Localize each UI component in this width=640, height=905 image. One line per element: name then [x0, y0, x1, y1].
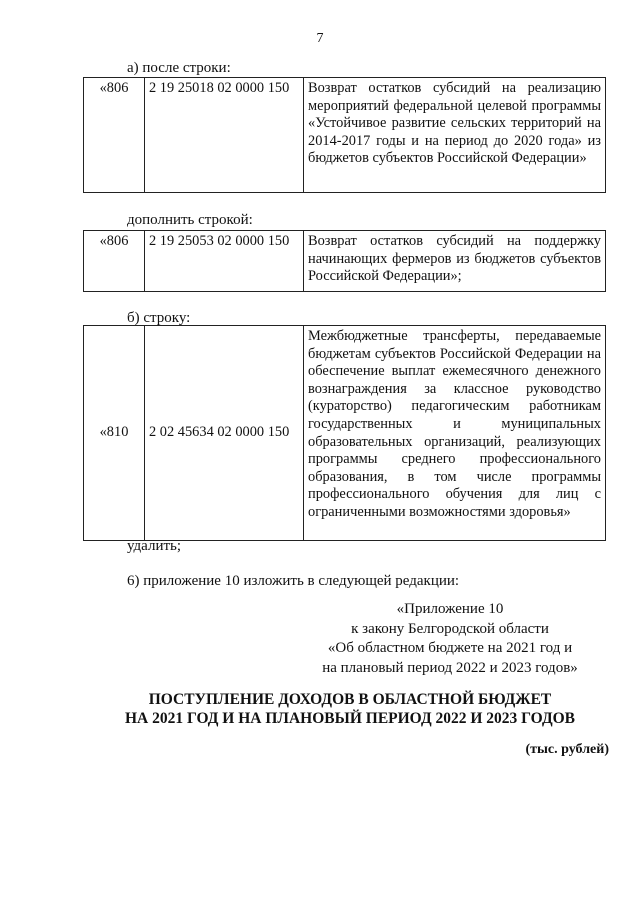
section-a-lead: а) после строки:: [127, 60, 231, 76]
appendix-line-3: «Об областном бюджете на 2021 год и: [327, 640, 573, 656]
income-description-cell: Возврат остатков субсидий на реализацию мероприятий федеральной целевой программы «Устойчивое развитие сельских территорий на 2014-2017 годы и на период до 2020 года» из бюджетов субъектов Российской Федерации»: [304, 78, 606, 193]
kbk-code-cell: 2 19 25053 02 0000 150: [145, 231, 304, 292]
appendix-reference: [300, 600, 600, 678]
table-row: [84, 326, 606, 541]
income-description-cell: Возврат остатков субсидий на поддержку начинающих фермеров из бюджетов субъектов Российской Федерации»;: [304, 231, 606, 292]
appendix-line-1: «Приложение 10: [396, 601, 504, 617]
section-a-table: [83, 77, 606, 193]
section-b-lead: б) строку:: [127, 310, 191, 326]
page-number: 7: [316, 31, 324, 46]
admin-code-cell: «806: [84, 78, 145, 193]
section-add-lead: дополнить строкой:: [127, 212, 253, 228]
kbk-code-cell: 2 02 45634 02 0000 150: [145, 326, 304, 541]
income-description-cell: Межбюджетные трансферты, передаваемые бюджетам субъектов Российской Федерации на обеспечение выплат ежемесячного денежного вознаграждения за классное руководство (кураторство) педагогическим работникам государственных и муниципальных образовательных организаций, реализующих программы среднего профессионального образования, в том числе программы профессионального обучения для лиц с ограниченными возможностями здоровья»: [304, 326, 606, 541]
admin-code-cell: «810: [84, 326, 145, 541]
table-row: [84, 231, 606, 292]
appendix-line-2: к закону Белгородской области: [351, 620, 549, 637]
table-row: [84, 78, 606, 193]
kbk-code-cell: 2 19 25018 02 0000 150: [145, 78, 304, 193]
heading-line-2: НА 2021 ГОД И НА ПЛАНОВЫЙ ПЕРИОД 2022 И 2023 ГОДОВ: [125, 710, 575, 727]
section-add-table: [83, 230, 606, 292]
heading-line-1: ПОСТУПЛЕНИЕ ДОХОДОВ В ОБЛАСТНОЙ БЮДЖЕТ: [148, 691, 552, 708]
units-label: (тыс. рублей): [525, 742, 609, 757]
table-heading: [0, 690, 640, 728]
section-b-table: [83, 325, 606, 541]
item-6-text: 6) приложение 10 изложить в следующей редакции:: [127, 573, 460, 589]
admin-code-cell: «806: [84, 231, 145, 292]
delete-instruction: удалить;: [127, 538, 182, 554]
appendix-line-4: на плановый период 2022 и 2023 годов»: [322, 659, 578, 676]
